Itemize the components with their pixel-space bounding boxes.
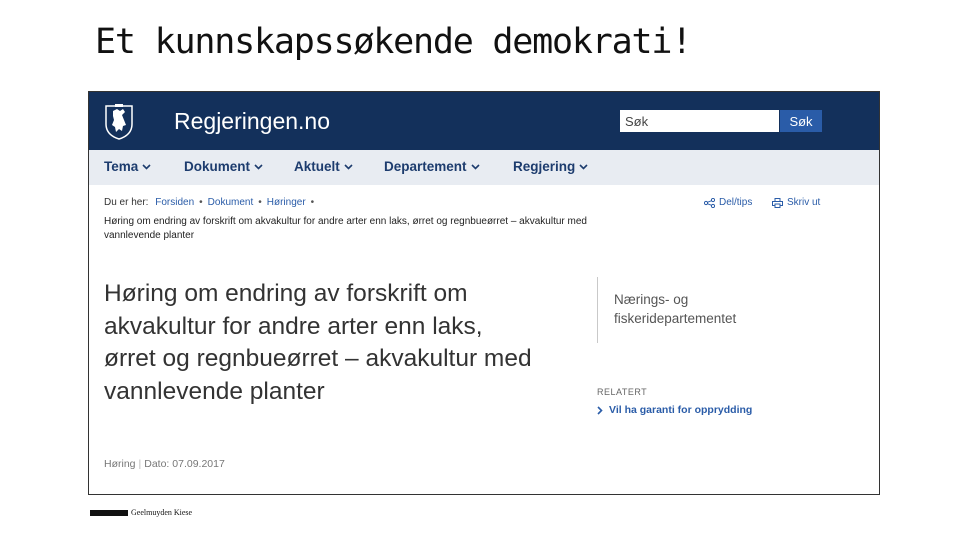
nav-item-dokument[interactable] — [184, 159, 263, 174]
nav-item-label: Dokument — [184, 159, 251, 174]
meta-divider: | — [138, 458, 142, 470]
website-screenshot — [88, 91, 880, 495]
share-label: Del/tips — [719, 197, 753, 208]
breadcrumb-link-forsiden[interactable]: Forsiden — [155, 197, 195, 208]
nav-item-regjering[interactable] — [513, 159, 588, 174]
divider — [597, 277, 598, 343]
chevron-right-icon — [597, 406, 603, 415]
related-link-label: Vil ha garanti for opprydding — [609, 404, 753, 416]
nav-item-aktuelt[interactable] — [294, 159, 353, 174]
share-icon — [704, 198, 715, 208]
document-date: Dato: 07.09.2017 — [144, 458, 225, 470]
page-title: Høring om endring av forskrift om akvakultur for andre arter enn laks, ørret og regnbueørret – akvakultur med vannlevende planter — [104, 280, 532, 405]
chevron-down-icon — [344, 164, 353, 170]
breadcrumb-link-dokument[interactable]: Dokument — [207, 197, 254, 208]
department-name[interactable]: Nærings- og fiskeridepartementet — [614, 292, 737, 326]
site-header — [89, 92, 879, 150]
breadcrumb-separator: • — [258, 197, 262, 208]
chevron-down-icon — [254, 164, 263, 170]
footer-text: Geelmuyden Kiese — [131, 508, 193, 517]
search-input[interactable] — [620, 110, 779, 132]
related-link[interactable] — [597, 404, 752, 416]
main-nav — [89, 150, 879, 185]
breadcrumb-current: Høring om endring av forskrift om akvakultur for andre arter enn laks, ørret og regnbueørret – akvakultur med vannlevende planter — [104, 216, 587, 241]
breadcrumb — [104, 197, 319, 208]
breadcrumb-separator: • — [310, 197, 315, 208]
breadcrumb-prefix: Du er her: — [104, 197, 149, 208]
nav-item-label: Departement — [384, 159, 467, 174]
related-heading: RELATERT — [597, 387, 648, 397]
document-type: Høring — [104, 458, 136, 470]
share-button[interactable] — [704, 197, 752, 208]
print-button[interactable] — [772, 197, 820, 208]
chevron-down-icon — [142, 164, 151, 170]
nav-item-departement[interactable] — [384, 159, 480, 174]
footer-bar — [90, 510, 128, 516]
breadcrumb-link-horinger[interactable]: Høringer — [266, 197, 306, 208]
chevron-down-icon — [471, 164, 480, 170]
nav-item-tema[interactable] — [104, 159, 151, 174]
nav-item-label: Tema — [104, 159, 139, 174]
search-button[interactable]: Søk — [780, 110, 822, 132]
print-icon — [772, 198, 783, 208]
site-name[interactable]: Regjeringen.no — [174, 108, 331, 134]
article-meta — [104, 458, 225, 470]
chevron-down-icon — [579, 164, 588, 170]
breadcrumb-separator: • — [199, 197, 203, 208]
print-label: Skriv ut — [787, 197, 821, 208]
slide-title: Et kunnskapssøkende demokrati! — [95, 22, 692, 62]
nav-item-label: Regjering — [513, 159, 576, 174]
nav-item-label: Aktuelt — [294, 159, 340, 174]
coat-of-arms-icon[interactable] — [104, 102, 134, 140]
